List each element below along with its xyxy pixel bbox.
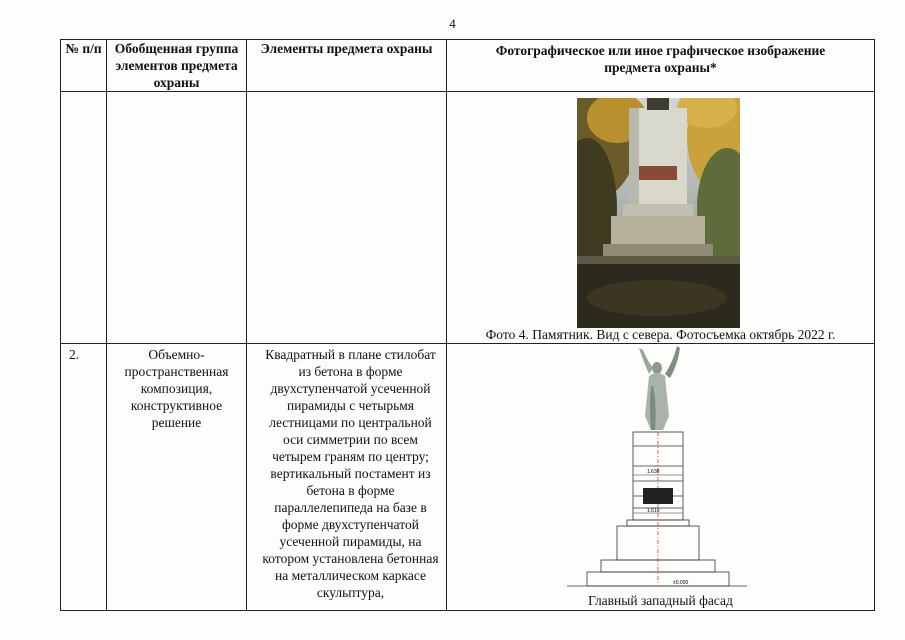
header-image: Фотографическое или иное графическое изображение предмета охраны*	[447, 40, 875, 92]
row1-image-cell	[447, 92, 875, 344]
row1-elements	[247, 92, 447, 344]
table-row	[61, 92, 875, 344]
drawing-caption: Главный западный фасад	[588, 593, 733, 608]
row2-image-cell	[447, 344, 875, 611]
dim-mid: 1.610	[647, 508, 660, 514]
protection-subject-table	[60, 39, 875, 611]
monument-photo	[577, 98, 740, 328]
header-num: № п/п	[61, 40, 107, 92]
row1-group	[107, 92, 247, 344]
row1-num	[61, 92, 107, 344]
west-facade-drawing	[557, 346, 757, 593]
row2-group: Объемно-пространственная композиция, конструктивное решение	[107, 344, 247, 611]
row2-elements: Квадратный в плане стилобат из бетона в форме двухступенчатой усеченной пирамиды с четырьмя лестницами по центральной оси симметрии по всем четырем граням по центру; вертикальный постамент из бетона в форме параллелепипеда на базе в форме двухступенчатой усеченной пирамиды, на котором установлена бетонная на металлическом каркасе скульптура,	[247, 344, 447, 611]
dim-base: ±0.000	[673, 580, 689, 586]
header-elements: Элементы предмета охраны	[247, 40, 447, 92]
page-number: 4	[449, 16, 456, 31]
header-group: Обобщенная группа элементов предмета охраны	[107, 40, 247, 92]
row2-num: 2.	[61, 344, 107, 611]
table-row	[61, 344, 875, 611]
photo-caption: Фото 4. Памятник. Вид с севера. Фотосъемка октябрь 2022 г.	[485, 327, 836, 342]
table-header-row	[61, 40, 875, 92]
dim-top: 1.630	[647, 469, 660, 475]
